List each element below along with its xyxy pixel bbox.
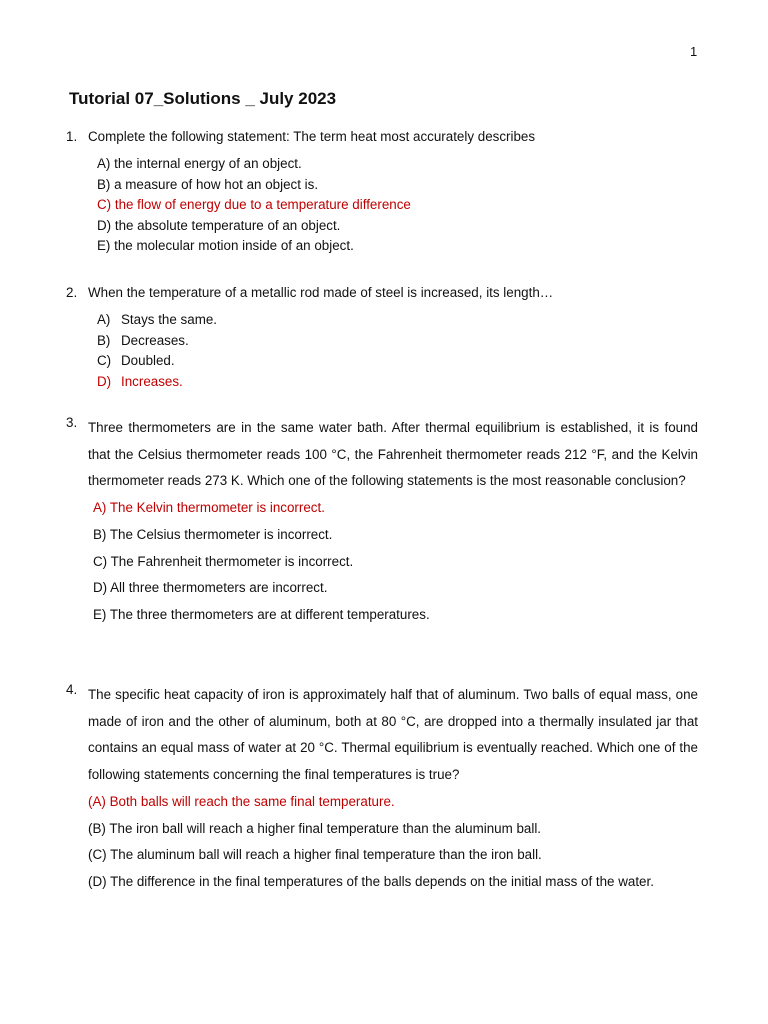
option-text: Increases. <box>121 373 183 389</box>
question-text: When the temperature of a metallic rod made of steel is increased, its length… <box>88 285 554 300</box>
question-4 <box>66 682 698 896</box>
question-3 <box>66 415 698 629</box>
answer-options <box>97 154 698 257</box>
question-stem <box>66 415 698 495</box>
page-number: 1 <box>690 44 698 59</box>
option-letter: A) <box>97 312 111 327</box>
option-e: E) the molecular motion inside of an object. <box>97 238 354 253</box>
option-d-correct-answer <box>97 372 698 393</box>
option-text: Stays the same. <box>121 312 218 327</box>
question-stem <box>66 682 698 789</box>
option-d: D) the absolute temperature of an object. <box>97 217 341 233</box>
option-a-correct-answer: (A) Both balls will reach the same final temperature. <box>88 793 395 809</box>
option-text: Decreases. <box>121 332 189 348</box>
option-c: C) The Fahrenheit thermometer is incorrect. <box>93 553 354 569</box>
option-a: A) the internal energy of an object. <box>97 156 302 171</box>
option-text: Doubled. <box>121 353 175 368</box>
question-number: 1. <box>66 129 78 144</box>
option-c-correct-answer: C) the flow of energy due to a temperature difference <box>97 197 411 212</box>
question-number: 3. <box>66 415 78 430</box>
option-a <box>97 310 698 331</box>
answer-options <box>97 310 698 392</box>
question-stem <box>66 127 698 147</box>
option-c <box>97 351 698 372</box>
option-d: D) All three thermometers are incorrect. <box>93 580 328 596</box>
option-a-correct-answer: A) The Kelvin thermometer is incorrect. <box>93 500 325 516</box>
question-number: 4. <box>66 682 78 697</box>
option-letter: B) <box>97 332 111 348</box>
page-title: Tutorial 07_Solutions _ July 2023 <box>69 89 337 108</box>
option-d: (D) The difference in the final temperatures of the balls depends on the initial mass of the water. <box>88 873 654 889</box>
question-text: Three thermometers are in the same water bath. After thermal equilibrium is established, it is found that the Celsius thermometer reads 100 °C, the Fahrenheit thermometer reads 212 °F, and the Kelvin thermometer reads 273 K. Which one of the following statements is the most reasonable conclusion? <box>88 420 698 489</box>
option-b: (B) The iron ball will reach a higher final temperature than the aluminum ball. <box>88 820 542 836</box>
option-e: E) The three thermometers are at different temperatures. <box>93 606 430 622</box>
option-c: (C) The aluminum ball will reach a higher final temperature than the iron ball. <box>88 847 542 863</box>
option-letter: C) <box>97 353 112 368</box>
question-1 <box>66 127 698 257</box>
question-text: The specific heat capacity of iron is approximately half that of aluminum. Two balls of equal mass, one made of iron and the other of aluminum, both at 80 °C, are dropped into a thermally insulated jar that contains an equal mass of water at 20 °C. Thermal equilibrium is eventually reached. Which one of the following statements concerning the final temperatures is true? <box>88 687 698 783</box>
question-text: Complete the following statement: The term heat most accurately describes <box>88 129 536 144</box>
answer-options <box>93 495 698 629</box>
question-number: 2. <box>66 285 78 300</box>
question-stem <box>66 283 698 303</box>
answer-options <box>88 789 698 896</box>
option-b: B) a measure of how hot an object is. <box>97 176 319 192</box>
option-b: B) The Celsius thermometer is incorrect. <box>93 526 333 542</box>
option-letter: D) <box>97 373 112 389</box>
question-2 <box>66 283 698 392</box>
option-b <box>97 331 698 352</box>
